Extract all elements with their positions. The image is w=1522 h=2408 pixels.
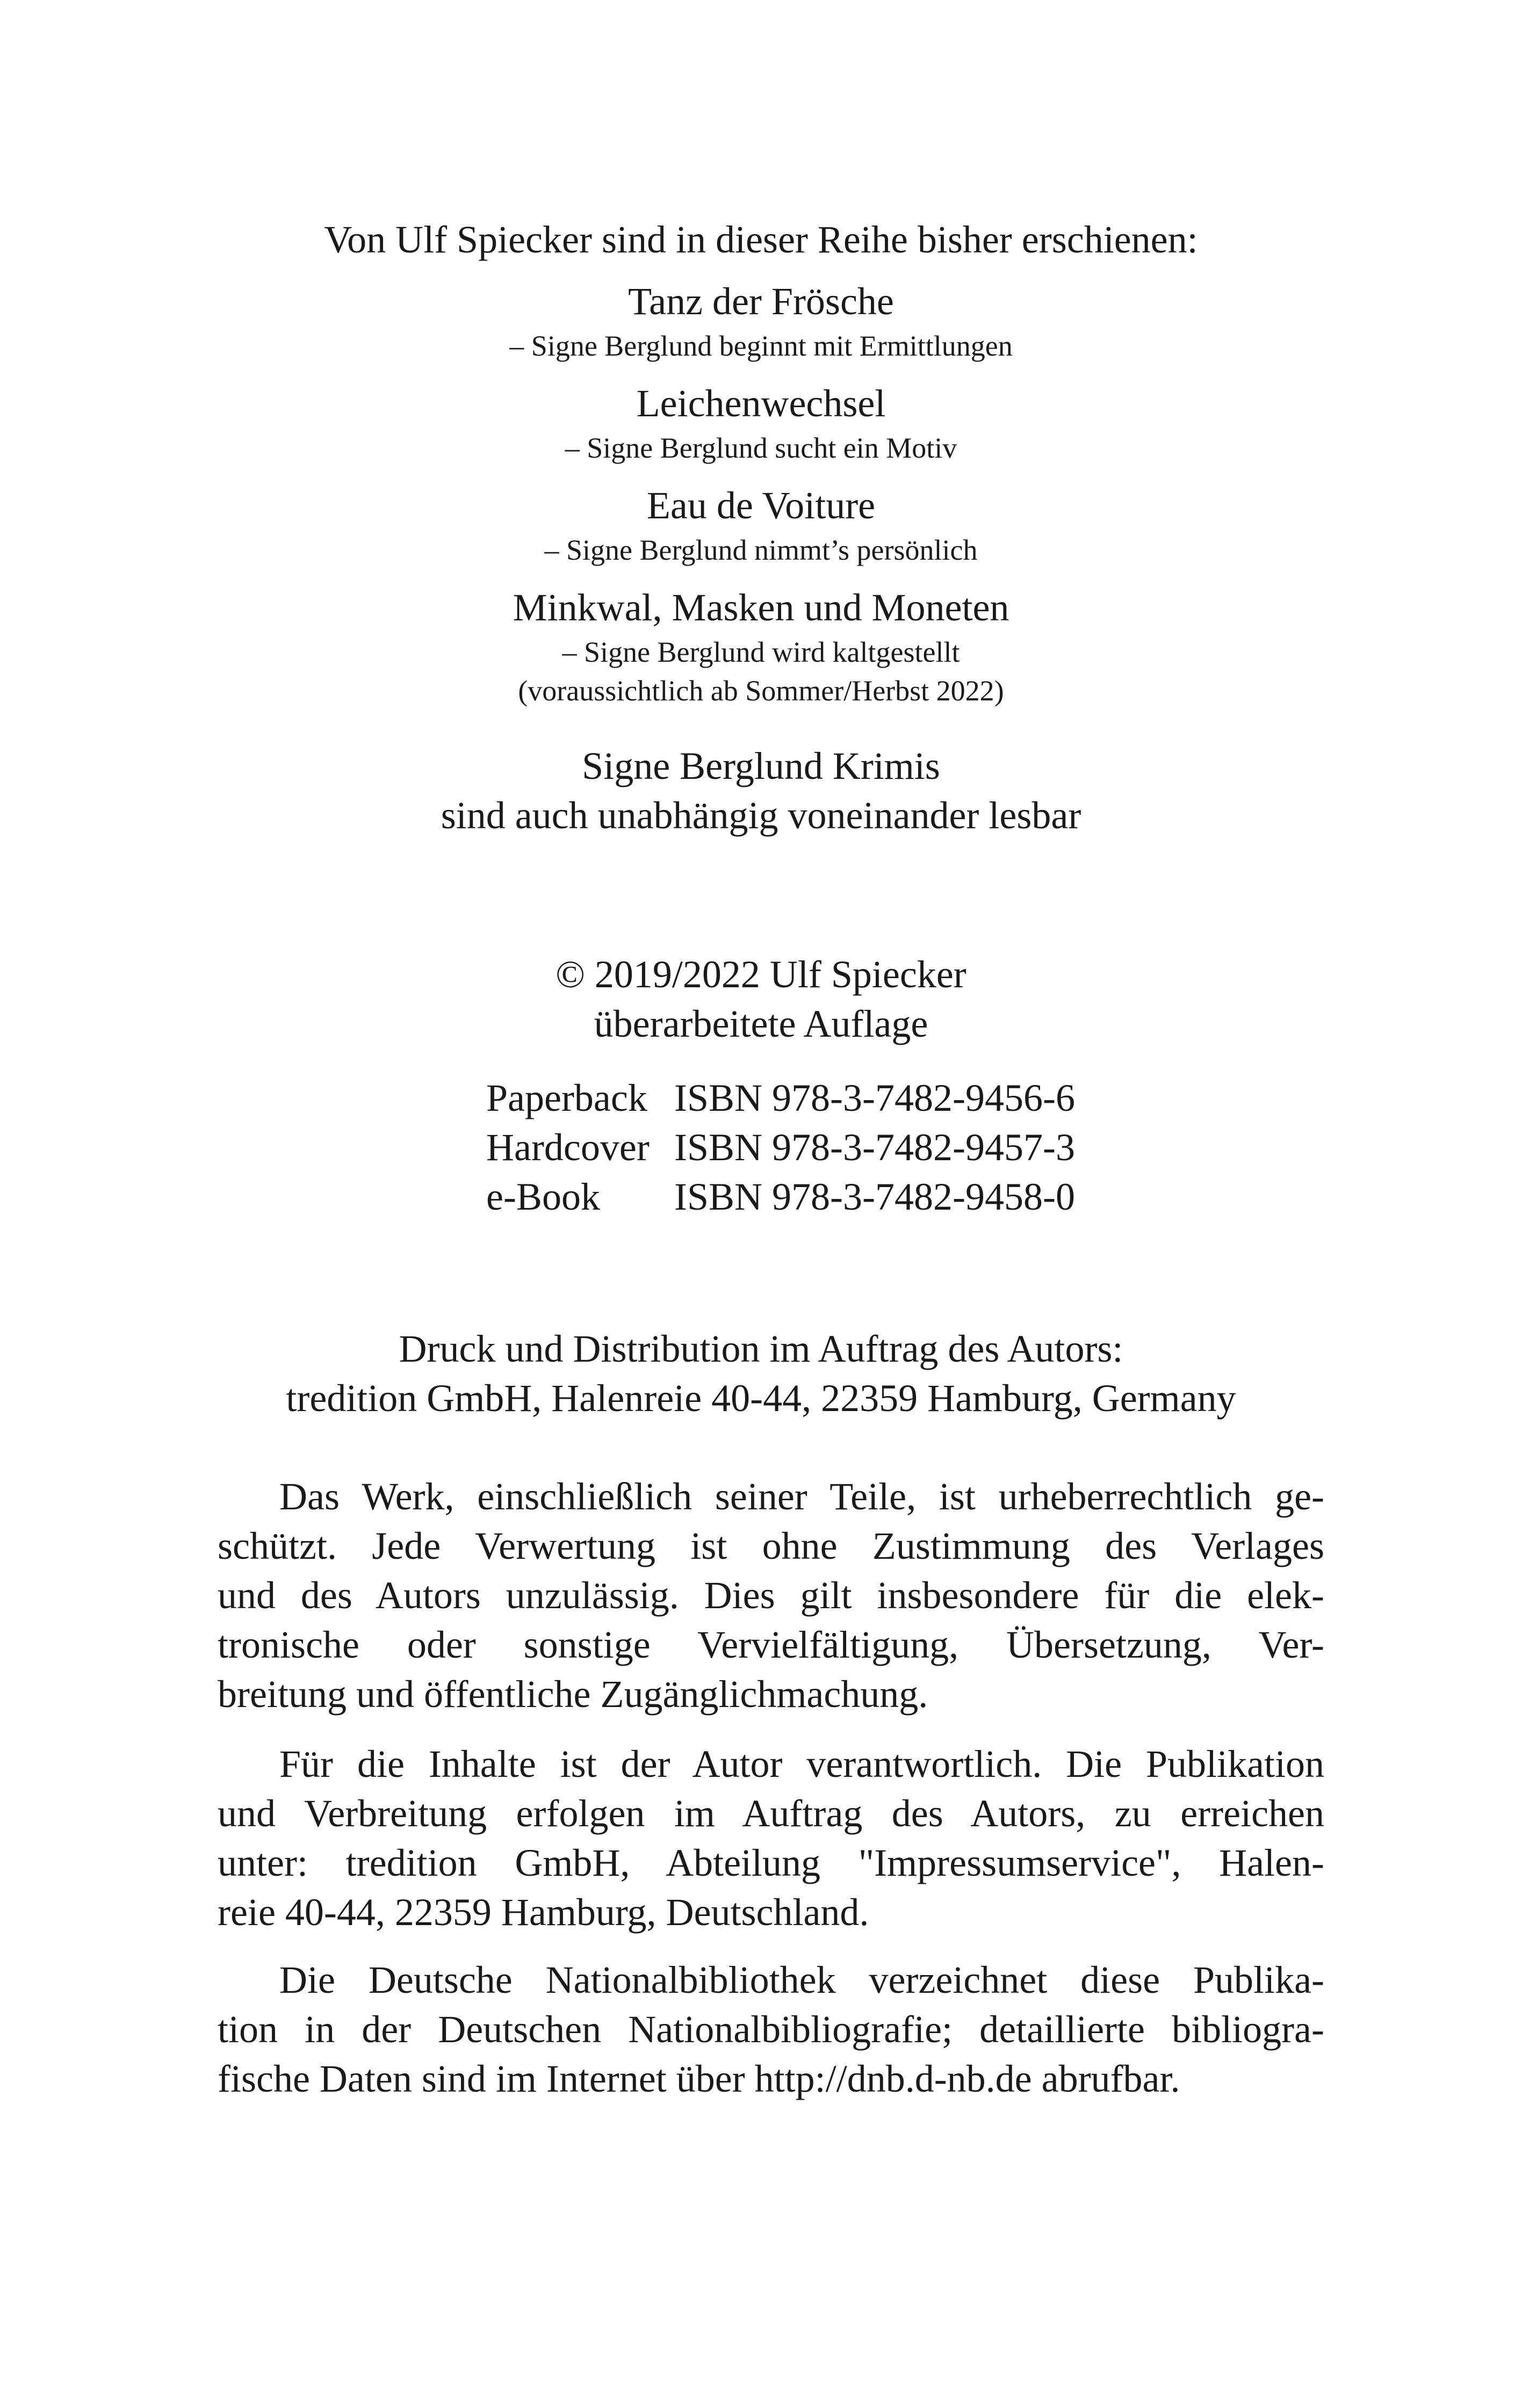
isbn-list	[486, 1073, 1075, 1221]
isbn-row	[486, 1123, 1075, 1172]
book-title-3: Eau de Voiture	[646, 484, 876, 527]
series-remark-line1: Signe Berglund Krimis	[582, 744, 940, 787]
paragraph-line: reie 40-44, 22359 Hamburg, Deutschland.	[218, 1891, 869, 1934]
copyright-line: © 2019/2022 Ulf Spiecker	[556, 953, 966, 996]
series-remark-line2: sind auch unabhängig voneinander lesbar	[441, 794, 1081, 837]
paragraph-line: Das Werk, einschließlich seiner Teile, ist urheberrechtlich ge-	[279, 1475, 1324, 1518]
print-line2: tredition GmbH, Halenreie 40-44, 22359 Hamburg, Germany	[286, 1377, 1236, 1420]
book-subtitle-2: – Signe Berglund sucht ein Motiv	[565, 432, 957, 464]
isbn-type: Hardcover	[486, 1126, 650, 1169]
book-title-2: Leichenwechsel	[636, 382, 886, 425]
series-heading: Von Ulf Spiecker sind in dieser Reihe bisher erschienen:	[324, 218, 1198, 261]
isbn-type: Paperback	[486, 1076, 647, 1119]
legal-paragraph-dnb	[218, 1955, 1324, 2103]
paragraph-line: unter: tredition GmbH, Abteilung "Impressumservice", Halen-	[218, 1841, 1324, 1884]
book-subtitle-4: – Signe Berglund wird kaltgestellt	[562, 636, 960, 668]
isbn-number: ISBN 978-3-7482-9456-6	[674, 1076, 1075, 1119]
isbn-number: ISBN 978-3-7482-9458-0	[674, 1175, 1075, 1218]
paragraph-line: und Verbreitung erfolgen im Auftrag des Autors, zu erreichen	[218, 1792, 1324, 1835]
paragraph-line: breitung und öffentliche Zugänglichmachung.	[218, 1673, 928, 1716]
legal-paragraph-copyright	[218, 1472, 1324, 1719]
paragraph-line: Für die Inhalte ist der Autor verantwortlich. Die Publikation	[279, 1742, 1324, 1785]
paragraph-line: tronische oder sonstige Vervielfältigung, Übersetzung, Ver-	[218, 1623, 1324, 1666]
paragraph-line: und des Autors unzulässig. Dies gilt insbesondere für die elek-	[218, 1574, 1324, 1617]
book-title-4: Minkwal, Masken und Moneten	[513, 586, 1009, 629]
edition-line: überarbeitete Auflage	[594, 1002, 928, 1045]
paragraph-line: tion in der Deutschen Nationalbibliografie; detaillierte bibliogra-	[218, 2008, 1324, 2051]
isbn-number: ISBN 978-3-7482-9457-3	[674, 1126, 1075, 1169]
book-note-4: (voraussichtlich ab Sommer/Herbst 2022)	[518, 675, 1004, 707]
paragraph-line: fische Daten sind im Internet über http://dnb.d-nb.de abrufbar.	[218, 2057, 1180, 2100]
book-subtitle-3: – Signe Berglund nimmt’s persönlich	[544, 534, 978, 566]
book-subtitle-1: – Signe Berglund beginnt mit Ermittlungen	[509, 330, 1013, 362]
isbn-row	[486, 1172, 1075, 1221]
print-line1: Druck und Distribution im Auftrag des Autors:	[399, 1327, 1123, 1370]
legal-paragraph-responsibility	[218, 1739, 1324, 1937]
paragraph-line: Die Deutsche Nationalbibliothek verzeichnet diese Publika-	[279, 1958, 1324, 2001]
isbn-type: e-Book	[486, 1175, 600, 1218]
paragraph-line: schützt. Jede Verwertung ist ohne Zustimmung des Verlages	[218, 1524, 1324, 1567]
book-title-1: Tanz der Frösche	[628, 280, 894, 323]
isbn-row	[486, 1073, 1075, 1123]
